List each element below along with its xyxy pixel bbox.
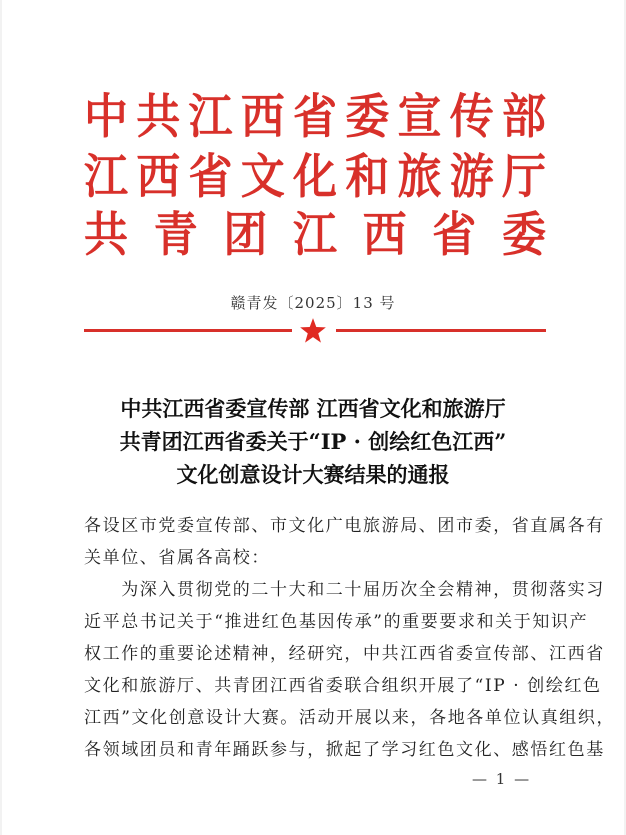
document-title-line-2: 共青团江西省委关于“IP · 创绘红色江西” [119, 429, 507, 454]
body-line: 近平总书记关于“推进红色基因传承”的重要要求和关于知识产 [84, 612, 589, 632]
issuer-char: 团 [223, 207, 268, 263]
separator-rule-right [336, 329, 546, 332]
issuer-line-2 [82, 149, 548, 205]
body-line: 江西”文化创意设计大赛。活动开展以来，各地各单位认真组织， [84, 708, 616, 728]
document-title-line-1: 中共江西省委宣传部 江西省文化和旅游厅 [120, 396, 506, 421]
body-line: 各设区市党委宣传部、市文化广电旅游局、团市委，省直属各有 [84, 516, 605, 536]
issuer-char: 西 [240, 89, 285, 145]
separator-rule-left [84, 329, 292, 332]
issuer-char: 委 [501, 207, 546, 263]
issuer-char: 省 [188, 149, 233, 205]
page-number: — 1 — [472, 770, 532, 788]
issuer-char: 江 [292, 207, 337, 263]
body-line: 文化和旅游厅、共青团江西省委联合组织开展了“IP · 创绘红色 [84, 676, 602, 696]
body-line: 为深入贯彻党的二十大和二十届历次全会精神，贯彻落实习 [84, 580, 605, 600]
issuer-char: 宣 [397, 89, 442, 145]
issuer-char: 中 [84, 89, 128, 145]
issuer-char: 省 [432, 207, 477, 263]
document-title-line-3: 文化创意设计大赛结果的通报 [176, 462, 450, 487]
star-icon [299, 317, 327, 345]
issuer-char: 西 [136, 149, 181, 205]
issuer-char: 省 [293, 89, 337, 145]
issuer-char: 青 [153, 207, 198, 263]
issuer-char: 部 [502, 89, 546, 145]
issuer-char: 和 [345, 149, 390, 205]
issuer-line-1 [82, 89, 548, 145]
body-line: 关单位、省属各高校： [84, 548, 270, 568]
issuer-char: 传 [449, 89, 494, 145]
issuer-char: 化 [293, 149, 337, 205]
issuer-char: 文 [240, 149, 285, 205]
issuer-char: 厅 [502, 149, 546, 205]
body-line: 权工作的重要论述精神，经研究，中共江西省委宣传部、江西省 [84, 644, 605, 664]
document-page [2, 0, 624, 835]
issuer-char: 共 [84, 207, 128, 263]
issuer-char: 旅 [397, 149, 442, 205]
issuer-char: 游 [449, 149, 494, 205]
issuer-char: 江 [188, 89, 233, 145]
issuer-line-3 [82, 207, 548, 263]
document-number: 赣青发〔2025〕13 号 [230, 294, 396, 312]
issuer-char: 共 [136, 89, 181, 145]
issuer-char: 江 [84, 149, 128, 205]
issuer-char: 西 [362, 207, 407, 263]
body-line: 各领域团员和青年踊跃参与，掀起了学习红色文化、感悟红色基 [84, 740, 605, 760]
issuer-char: 委 [345, 89, 390, 145]
